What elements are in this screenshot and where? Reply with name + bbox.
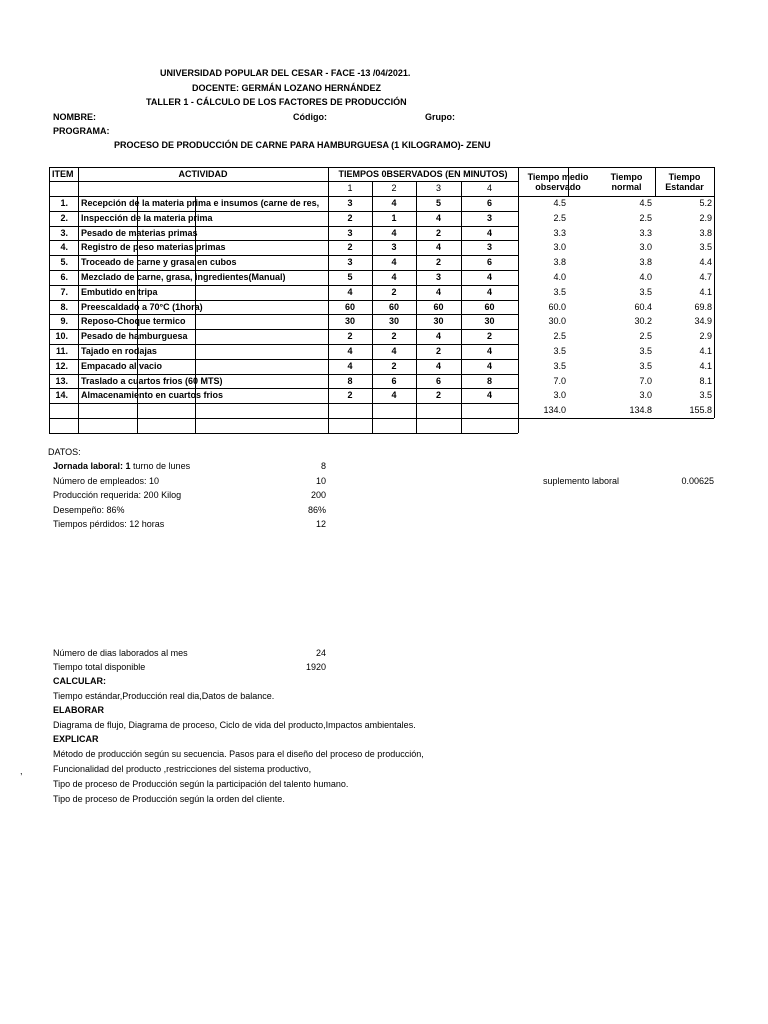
produccion-label: Producción requerida: 200 Kilog <box>53 490 182 500</box>
row-actividad: Troceado de carne y grasa en cubos <box>81 257 237 267</box>
row-item: 11. <box>55 346 68 356</box>
row-obs-2: 4 <box>391 272 397 282</box>
row-tiempo-estandar: 4.1 <box>699 346 712 356</box>
row-tiempo-estandar: 2.9 <box>699 213 712 223</box>
row-actividad: Registro de peso materias primas <box>81 242 226 252</box>
row-actividad: Mezclado de carne, grasa, ingredientes(Manual) <box>81 272 286 282</box>
row-obs-3: 2 <box>435 346 441 356</box>
explicar-line-4: Tipo de proceso de Producción según la orden del cliente. <box>53 794 285 804</box>
header-tiempo-normal-2: normal <box>611 182 642 192</box>
row-item: 7. <box>60 287 68 297</box>
row-obs-4: 3 <box>486 242 492 252</box>
row-obs-3: 4 <box>435 242 441 252</box>
row-tiempo-estandar: 4.1 <box>699 287 712 297</box>
row-tiempo-normal: 3.0 <box>639 390 652 400</box>
header-tiempos-observados: TIEMPOS 0BSERVADOS (EN MINUTOS) <box>338 169 508 179</box>
header-tiempo-medio-1: Tiempo medio <box>527 172 589 182</box>
tiempo-total-label: Tiempo total disponible <box>53 662 146 672</box>
row-obs-2: 6 <box>391 376 397 386</box>
row-item: 8. <box>60 302 68 312</box>
grid-line <box>78 167 79 433</box>
row-obs-2: 2 <box>391 361 397 371</box>
row-obs-2: 2 <box>391 287 397 297</box>
row-tiempo-normal: 4.0 <box>639 272 652 282</box>
row-tiempo-medio: 2.5 <box>553 213 566 223</box>
row-tiempo-normal: 3.5 <box>639 361 652 371</box>
row-obs-4: 4 <box>486 346 492 356</box>
tiempos-perdidos-value: 12 <box>315 519 326 529</box>
stray-comma: , <box>20 766 23 776</box>
row-obs-3: 4 <box>435 361 441 371</box>
row-tiempo-medio: 3.0 <box>553 242 566 252</box>
row-actividad: Pesado de hamburguesa <box>81 331 188 341</box>
row-tiempo-estandar: 3.5 <box>699 390 712 400</box>
row-tiempo-normal: 3.3 <box>639 228 652 238</box>
produccion-value: 200 <box>310 490 326 500</box>
row-tiempo-estandar: 3.8 <box>699 228 712 238</box>
row-obs-2: 4 <box>391 390 397 400</box>
row-actividad: Recepción de la materia prima e insumos (carne de res, <box>81 198 320 208</box>
total-tiempo-normal: 134.8 <box>629 405 652 415</box>
row-obs-3: 2 <box>435 228 441 238</box>
jornada-label-rest: turno de lunes <box>130 461 191 471</box>
tiempo-total-value: 1920 <box>305 662 326 672</box>
row-obs-3: 4 <box>435 213 441 223</box>
row-actividad: Traslado a cuartos frios (60 MTS) <box>81 376 223 386</box>
row-tiempo-estandar: 2.9 <box>699 331 712 341</box>
row-item: 4. <box>60 242 68 252</box>
row-obs-1: 2 <box>347 242 353 252</box>
university-title: UNIVERSIDAD POPULAR DEL CESAR - FACE -13 /04/2021. <box>160 68 411 78</box>
row-tiempo-medio: 30.0 <box>548 316 566 326</box>
row-obs-4: 4 <box>486 228 492 238</box>
row-tiempo-estandar: 34.9 <box>694 316 712 326</box>
row-obs-4: 30 <box>484 316 495 326</box>
row-obs-1: 2 <box>347 213 353 223</box>
elaborar-heading: ELABORAR <box>53 705 104 715</box>
elaborar-text: Diagrama de flujo, Diagrama de proceso, Ciclo de vida del producto,Impactos ambientales. <box>53 720 416 730</box>
row-obs-4: 6 <box>486 198 492 208</box>
row-tiempo-normal: 3.0 <box>639 242 652 252</box>
row-item: 14. <box>55 390 68 400</box>
header-actividad: ACTIVIDAD <box>178 169 228 179</box>
calcular-text: Tiempo estándar,Producción real dia,Datos de balance. <box>53 691 275 701</box>
row-tiempo-medio: 2.5 <box>553 331 566 341</box>
row-obs-2: 4 <box>391 198 397 208</box>
jornada-label <box>53 461 190 471</box>
nombre-label: NOMBRE: <box>53 112 96 122</box>
row-obs-3: 2 <box>435 257 441 267</box>
header-tiempo-medio-2: observado <box>535 182 581 192</box>
row-obs-3: 4 <box>435 331 441 341</box>
row-obs-2: 4 <box>391 346 397 356</box>
calcular-heading: CALCULAR: <box>53 676 106 686</box>
jornada-label-bold: Jornada laboral: 1 <box>53 461 131 471</box>
suplemento-value: 0.00625 <box>681 476 714 486</box>
row-item: 10. <box>55 331 68 341</box>
row-tiempo-medio: 4.0 <box>553 272 566 282</box>
row-tiempo-medio: 3.3 <box>553 228 566 238</box>
row-obs-3: 6 <box>435 376 441 386</box>
row-tiempo-medio: 3.5 <box>553 361 566 371</box>
row-actividad: Embutido en tripa <box>81 287 158 297</box>
row-tiempo-normal: 4.5 <box>639 198 652 208</box>
row-obs-2: 4 <box>391 228 397 238</box>
row-tiempo-normal: 60.4 <box>634 302 652 312</box>
row-obs-1: 60 <box>344 302 355 312</box>
row-tiempo-medio: 3.0 <box>553 390 566 400</box>
row-obs-1: 4 <box>347 361 353 371</box>
grid-line <box>49 181 328 182</box>
header-tiempo-estandar-1: Tiempo <box>668 172 701 182</box>
explicar-heading: EXPLICAR <box>53 734 99 744</box>
row-obs-4: 4 <box>486 272 492 282</box>
row-tiempo-estandar: 69.8 <box>694 302 712 312</box>
row-tiempo-estandar: 4.4 <box>699 257 712 267</box>
row-item: 6. <box>60 272 68 282</box>
row-obs-4: 4 <box>486 287 492 297</box>
row-obs-2: 4 <box>391 257 397 267</box>
jornada-value: 8 <box>320 461 326 471</box>
row-obs-1: 2 <box>347 390 353 400</box>
grid-line <box>49 403 518 404</box>
row-obs-3: 60 <box>433 302 444 312</box>
row-obs-4: 60 <box>484 302 495 312</box>
grid-line <box>714 167 715 418</box>
header-obs-2: 2 <box>391 183 397 193</box>
row-obs-2: 60 <box>388 302 399 312</box>
row-tiempo-normal: 3.5 <box>639 287 652 297</box>
row-tiempo-medio: 3.8 <box>553 257 566 267</box>
row-obs-4: 6 <box>486 257 492 267</box>
row-tiempo-normal: 30.2 <box>634 316 652 326</box>
tiempos-perdidos-label: Tiempos pérdidos: 12 horas <box>53 519 165 529</box>
datos-title: DATOS: <box>48 447 81 457</box>
row-actividad: Almacenamiento en cuartos frios <box>81 390 224 400</box>
row-obs-2: 2 <box>391 331 397 341</box>
row-obs-4: 4 <box>486 361 492 371</box>
row-obs-2: 3 <box>391 242 397 252</box>
row-actividad: Empacado al vacio <box>81 361 163 371</box>
row-obs-1: 3 <box>347 257 353 267</box>
explicar-line-1: Método de producción según su secuencia. Pasos para el diseño del proceso de producción, <box>53 749 424 759</box>
row-item: 1. <box>60 198 68 208</box>
row-obs-4: 3 <box>486 213 492 223</box>
row-tiempo-medio: 4.5 <box>553 198 566 208</box>
header-tiempo-estandar-2: Estandar <box>665 182 704 192</box>
dias-value: 24 <box>315 648 326 658</box>
desempeno-value: 86% <box>307 505 326 515</box>
row-item: 2. <box>60 213 68 223</box>
grid-line <box>49 418 518 419</box>
header-obs-4: 4 <box>486 183 492 193</box>
row-obs-1: 2 <box>347 331 353 341</box>
total-tiempo-estandar: 155.8 <box>689 405 712 415</box>
row-obs-1: 8 <box>347 376 353 386</box>
row-obs-4: 2 <box>486 331 492 341</box>
workshop-title: TALLER 1 - CÁLCULO DE LOS FACTORES DE PRODUCCIÓN <box>146 97 407 107</box>
row-obs-1: 5 <box>347 272 353 282</box>
row-obs-3: 5 <box>435 198 441 208</box>
header-obs-3: 3 <box>435 183 441 193</box>
header-obs-1: 1 <box>347 183 353 193</box>
row-obs-1: 3 <box>347 228 353 238</box>
row-obs-1: 4 <box>347 287 353 297</box>
desempeno-label: Desempeño: 86% <box>53 505 125 515</box>
row-tiempo-normal: 3.5 <box>639 346 652 356</box>
row-tiempo-medio: 3.5 <box>553 287 566 297</box>
row-actividad: Tajado en rodajas <box>81 346 157 356</box>
row-tiempo-normal: 3.8 <box>639 257 652 267</box>
process-title: PROCESO DE PRODUCCIÓN DE CARNE PARA HAMBURGUESA (1 KILOGRAMO)- ZENU <box>114 140 491 150</box>
row-obs-1: 4 <box>347 346 353 356</box>
row-tiempo-normal: 2.5 <box>639 213 652 223</box>
grid-line <box>49 433 518 434</box>
codigo-label: Código: <box>293 112 327 122</box>
total-tiempo-medio: 134.0 <box>543 405 566 415</box>
dias-label: Número de dias laborados al mes <box>53 648 188 658</box>
row-tiempo-estandar: 5.2 <box>699 198 712 208</box>
row-obs-4: 8 <box>486 376 492 386</box>
row-obs-1: 3 <box>347 198 353 208</box>
row-item: 13. <box>55 376 68 386</box>
row-tiempo-medio: 60.0 <box>548 302 566 312</box>
row-item: 9. <box>60 316 68 326</box>
grid-line <box>518 167 714 168</box>
row-obs-4: 4 <box>486 390 492 400</box>
suplemento-label: suplemento laboral <box>543 476 620 486</box>
header-item: ITEM <box>52 169 74 179</box>
empleados-label: Número de empleados: 10 <box>53 476 160 486</box>
row-tiempo-medio: 3.5 <box>553 346 566 356</box>
row-item: 5. <box>60 257 68 267</box>
header-tiempo-normal-1: Tiempo <box>610 172 643 182</box>
row-actividad: Inspección de la materia prima <box>81 213 213 223</box>
explicar-line-3: Tipo de proceso de Producción según la participación del talento humano. <box>53 779 349 789</box>
row-tiempo-estandar: 8.1 <box>699 376 712 386</box>
row-obs-3: 3 <box>435 272 441 282</box>
row-tiempo-medio: 7.0 <box>553 376 566 386</box>
row-obs-3: 2 <box>435 390 441 400</box>
empleados-value: 10 <box>315 476 326 486</box>
row-item: 3. <box>60 228 68 238</box>
row-obs-3: 30 <box>433 316 444 326</box>
row-tiempo-estandar: 4.1 <box>699 361 712 371</box>
programa-label: PROGRAMA: <box>53 126 110 136</box>
row-obs-3: 4 <box>435 287 441 297</box>
teacher-name: DOCENTE: GERMÁN LOZANO HERNÁNDEZ <box>192 83 381 93</box>
row-obs-2: 1 <box>391 213 397 223</box>
explicar-line-2: Funcionalidad del producto ,restricciones del sistema productivo, <box>53 764 312 774</box>
grid-line <box>518 418 714 419</box>
row-obs-2: 30 <box>388 316 399 326</box>
row-tiempo-estandar: 4.7 <box>699 272 712 282</box>
row-tiempo-normal: 7.0 <box>639 376 652 386</box>
row-actividad: Pesado de materias primas <box>81 228 198 238</box>
row-tiempo-normal: 2.5 <box>639 331 652 341</box>
row-tiempo-estandar: 3.5 <box>699 242 712 252</box>
row-obs-1: 30 <box>344 316 355 326</box>
grupo-label: Grupo: <box>425 112 455 122</box>
row-actividad: Reposo-Choque termico <box>81 316 186 326</box>
row-item: 12. <box>55 361 68 371</box>
row-actividad: Preescaldado a 70°C (1hora) <box>81 302 203 312</box>
